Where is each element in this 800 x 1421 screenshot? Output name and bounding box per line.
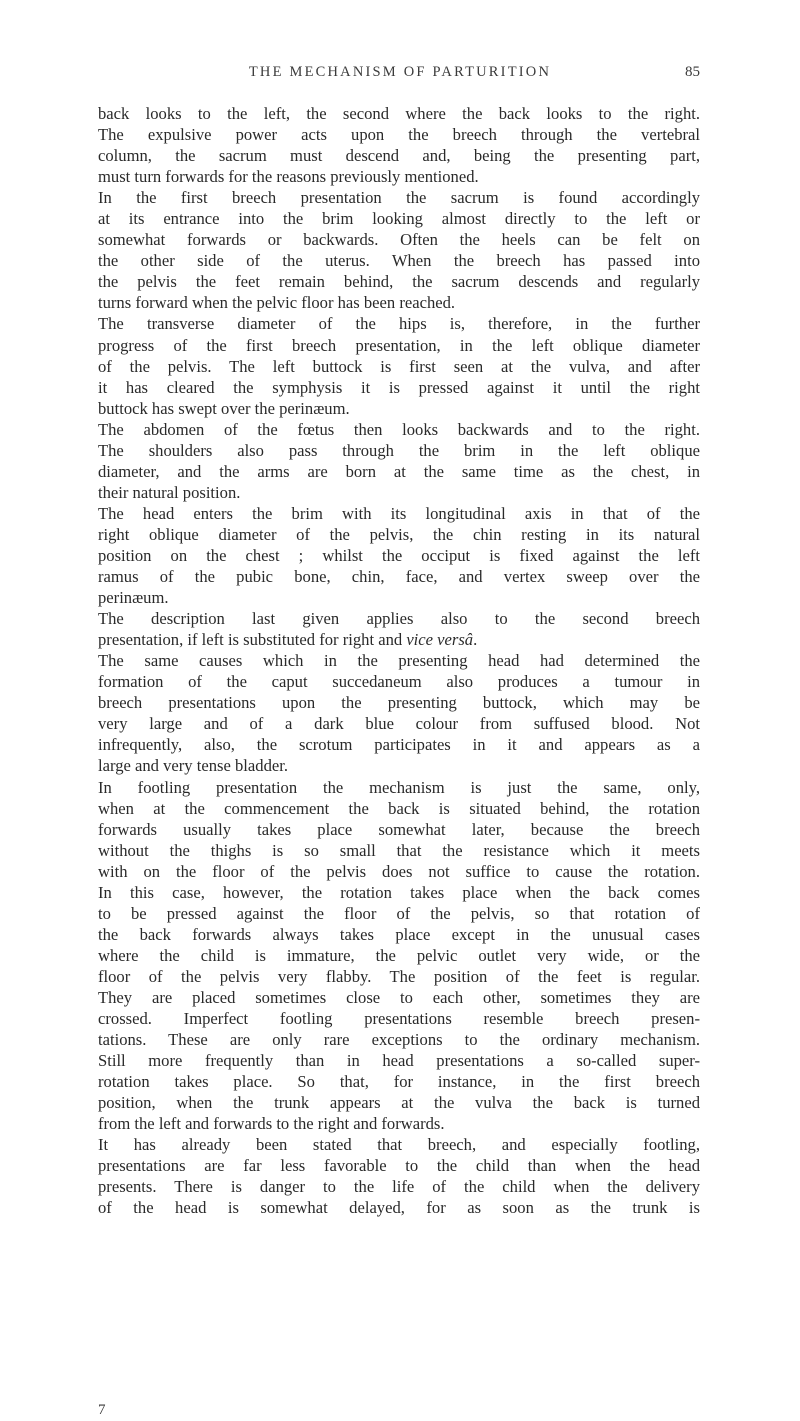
text-line: forwards usually takes place somewhat later, because the breech [98,819,700,839]
text-line: of the pelvis. The left buttock is first seen at the vulva, and after [98,356,700,376]
text-line: the back forwards always takes place except in the unusual cases [98,924,700,944]
text-line: The head enters the brim with its longitudinal axis in that of the [98,503,700,523]
text-line: It has already been stated that breech, and especially footling, [98,1135,700,1155]
text-line: infrequently, also, the scrotum participates in it and appears as a [98,735,700,755]
text-line: They are placed sometimes close to each other, sometimes they are [98,987,700,1007]
text-line: it has cleared the symphysis it is pressed against it until the right [98,377,700,397]
text-line: In footling presentation the mechanism is just the same, only, [98,777,700,797]
text-line: presentations are far less favorable to the child than when the head [98,1156,700,1176]
text-line: buttock has swept over the perinæum. [98,398,350,418]
running-head: THE MECHANISM OF PARTURITION [248,64,552,80]
text-line: from the left and forwards to the right and forwards. [98,1114,445,1134]
text-line: to be pressed against the floor of the pelvis, so that rotation of [98,903,700,923]
text-line: In the first breech presentation the sacrum is found accordingly [98,188,700,208]
text-line: In this case, however, the rotation takes place when the back comes [98,882,700,902]
text-line: where the child is immature, the pelvic outlet very wide, or the [98,945,700,965]
text-line: of the head is somewhat delayed, for as soon as the trunk is [98,1198,700,1218]
text-line: presents. There is danger to the life of the child when the delivery [98,1177,700,1197]
page-header [100,64,700,86]
text-line: The shoulders also pass through the brim in the left oblique [98,440,700,460]
text-line: diameter, and the arms are born at the same time as the chest, in [98,461,700,481]
text-line: formation of the caput succedaneum also produces a tumour in [98,672,700,692]
italic-phrase: vice versâ [406,630,474,650]
page-number: 85 [685,64,700,80]
text-line: when at the commencement the back is situated behind, the rotation [98,798,700,818]
text-line: somewhat forwards or backwards. Often the heels can be felt on [98,230,700,250]
text-line: floor of the pelvis very flabby. The position of the feet is regular. [98,966,700,986]
text-line: The description last given applies also to the second breech [98,609,700,629]
text-line: the pelvis the feet remain behind, the sacrum descends and regularly [98,272,700,292]
signature-mark: 7 [98,1402,106,1418]
text-line: without the thighs is so small that the resistance which it meets [98,840,700,860]
body-text [98,103,700,1218]
text-line: The same causes which in the presenting head had determined the [98,651,700,671]
text-line: perinæum. [98,588,169,608]
text-line: presentation, if left is substituted for right and vice versâ. [98,630,478,650]
text-line: The abdomen of the fœtus then looks backwards and to the right. [98,419,700,439]
text-line: right oblique diameter of the pelvis, the chin resting in its natural [98,524,700,544]
text-line: progress of the first breech presentation, in the left oblique diameter [98,335,700,355]
text-line: rotation takes place. So that, for instance, in the first breech [98,1072,700,1092]
text-line: ramus of the pubic bone, chin, face, and vertex sweep over the [98,567,700,587]
text-line: the other side of the uterus. When the breech has passed into [98,251,700,271]
text-line: position on the chest ; whilst the occiput is fixed against the left [98,545,700,565]
text-line: The transverse diameter of the hips is, therefore, in the further [98,314,700,334]
text-line: position, when the trunk appears at the vulva the back is turned [98,1093,700,1113]
text-line: large and very tense bladder. [98,756,288,776]
text-line: turns forward when the pelvic floor has been reached. [98,293,456,313]
text-line: breech presentations upon the presenting buttock, which may be [98,693,700,713]
text-line: The expulsive power acts upon the breech through the vertebral [98,125,700,145]
text-line: tations. These are only rare exceptions to the ordinary mechanism. [98,1030,700,1050]
text-line: must turn forwards for the reasons previously mentioned. [98,167,479,187]
text-line: back looks to the left, the second where the back looks to the right. [98,104,700,123]
text-line: crossed. Imperfect footling presentations resemble breech presen- [98,1009,700,1029]
text-line: their natural position. [98,482,241,502]
text-line: Still more frequently than in head presentations a so-called super- [98,1051,700,1071]
text-line: with on the floor of the pelvis does not suffice to cause the rotation. [98,861,700,881]
text-line: at its entrance into the brim looking almost directly to the left or [98,209,700,229]
text-line: very large and of a dark blue colour from suffused blood. Not [98,714,700,734]
text-line: column, the sacrum must descend and, being the presenting part, [98,146,700,166]
